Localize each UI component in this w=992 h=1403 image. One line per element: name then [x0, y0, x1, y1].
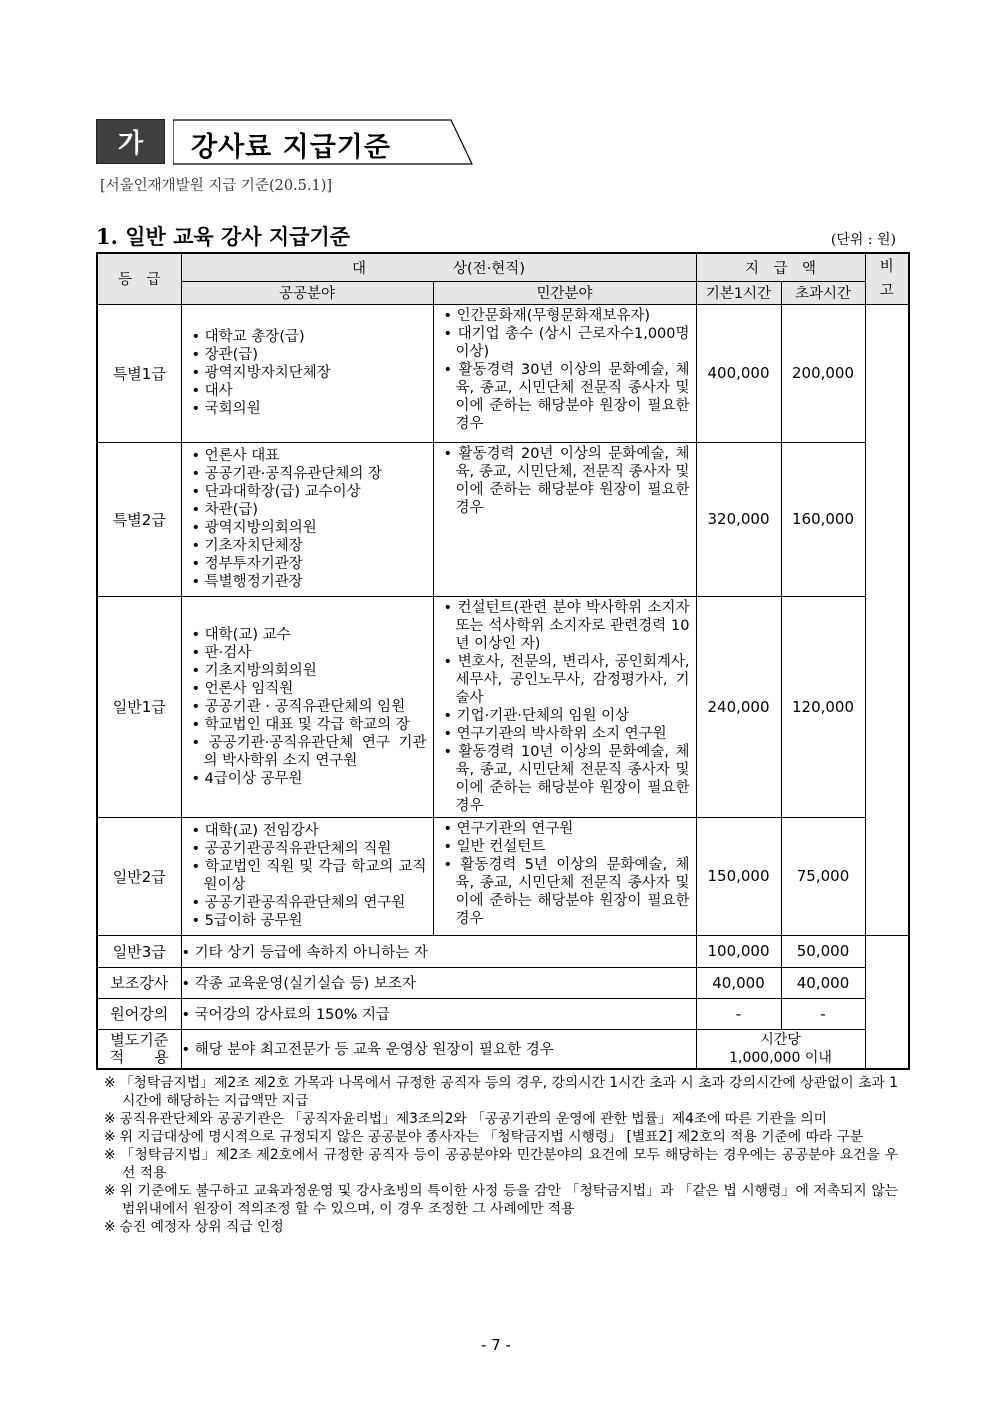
detail-rows — [97, 304, 909, 935]
list-item: • 공공기관·공직유관단체의 장 — [192, 465, 427, 483]
list-item: • 기초자치단체장 — [192, 537, 427, 555]
section-title-box — [173, 119, 473, 165]
table-row — [97, 596, 909, 817]
remark-cell — [865, 935, 909, 1069]
list-item: • 차관(급) — [192, 501, 427, 519]
note-item — [104, 1074, 898, 1110]
list-item: • 공공기관공직유관단체의 연구원 — [192, 894, 427, 912]
section-title: 강사료 지급기준 — [191, 132, 391, 163]
list-item: • 대학(교) 교수 — [192, 626, 427, 644]
fee-table — [96, 252, 910, 1070]
list-item: • 공공기관공직유관단체의 직원 — [192, 840, 427, 858]
public-list — [182, 445, 433, 593]
grade-cell-special — [97, 1029, 181, 1069]
private-cell — [433, 817, 696, 935]
section-badge: 가 — [96, 119, 165, 164]
list-item: • 대사 — [192, 382, 427, 400]
list-item: • 언론사 임직원 — [192, 680, 427, 698]
grade-cell: 일반3급 — [97, 935, 181, 967]
note-text: 공직유관단체와 공공기관은 「공직자윤리법」제3조의2와 「공공기관의 운영에 관한 법률」제4조에 따른 기관을 의미 — [119, 1111, 827, 1127]
list-item: • 변호사, 전문의, 변리사, 공인회계사, 세무사, 공인노무사, 감정평가사, 기술사 — [444, 653, 690, 707]
table-row — [97, 442, 909, 596]
base-amount: 400,000 — [696, 304, 781, 442]
note-mark: ※ — [104, 1183, 116, 1199]
list-item: • 활동경력 5년 이상의 문화예술, 체육, 종교, 시민단체 전문직 종사자 및 이에 준하는 해당분야 원장이 필요한 경우 — [444, 856, 690, 928]
extra-amount: 200,000 — [781, 304, 865, 442]
subsection-title: 1. 일반 교육 강사 지급기준 — [96, 224, 351, 249]
header-public: 공공분야 — [181, 281, 433, 304]
note-item — [104, 1146, 898, 1182]
public-list — [182, 326, 433, 420]
header-extra: 초과시간 — [781, 281, 865, 304]
list-item: • 공공기관·공직유관단체 연구 기관의 박사학위 소지 연구원 — [192, 734, 427, 770]
grade-special-line1: 별도기준 — [110, 1030, 169, 1049]
public-list — [182, 624, 433, 790]
table-row — [97, 817, 909, 935]
base-amount: 320,000 — [696, 442, 781, 596]
header-amount: 지 급 액 — [696, 253, 865, 281]
remark-cell — [865, 304, 909, 935]
list-item: • 광역지방자치단체장 — [192, 364, 427, 382]
list-item: • 대학교 총장(급) — [192, 328, 427, 346]
header-target: 대 상(전·현직) — [181, 253, 696, 281]
note-mark: ※ — [104, 1111, 116, 1127]
private-cell — [433, 304, 696, 442]
list-item: • 활동경력 20년 이상의 문화예술, 체육, 종교, 시민단체, 전문직 종사자 및 이에 준하는 해당분야 원장이 필요한 경우 — [444, 445, 690, 517]
list-item: • 인간문화재(무형문화재보유자) — [444, 307, 690, 325]
table-row — [97, 304, 909, 442]
list-item: • 기초지방의회의원 — [192, 662, 427, 680]
base-amount: 40,000 — [696, 967, 781, 998]
note-mark: ※ — [104, 1219, 116, 1235]
base-amount: - — [696, 998, 781, 1029]
special-amount-line2: 1,000,000 이내 — [729, 1049, 832, 1066]
unit-label: (단위 : 원) — [830, 232, 896, 248]
list-item: • 5급이하 공무원 — [192, 912, 427, 930]
note-item — [104, 1110, 898, 1128]
section-source: [서울인재개발원 지급 기준(20.5.1)] — [100, 178, 333, 194]
note-text: 위 기준에도 불구하고 교육과정운영 및 강사초빙의 특이한 사정 등을 감안 「청탁금지법」과 「같은 법 시행령」에 저촉되지 않는 범위내에서 원장이 적의조정 할 수 있으며, 이 경우 조정한 그 사례에만 적용 — [119, 1183, 899, 1217]
base-amount: 150,000 — [696, 817, 781, 935]
list-item: • 일반 컨설턴트 — [444, 838, 690, 856]
page-number: - 7 - — [481, 1336, 511, 1354]
note-mark: ※ — [104, 1147, 117, 1163]
note-mark: ※ — [104, 1075, 116, 1091]
note-item — [104, 1218, 898, 1236]
note-mark: ※ — [104, 1129, 116, 1145]
list-item: • 광역지방의회의원 — [192, 519, 427, 537]
grade-cell: 일반1급 — [97, 596, 181, 817]
target-cell: • 국어강의 강사료의 150% 지급 — [181, 998, 696, 1029]
list-item: • 국회의원 — [192, 400, 427, 418]
notes-list — [104, 1074, 898, 1236]
private-list — [434, 818, 696, 930]
private-list — [434, 305, 696, 435]
list-item: • 활동경력 30년 이상의 문화예술, 체육, 종교, 시민단체 전문직 종사자 및 이에 준하는 해당분야 원장이 필요한 경우 — [444, 361, 690, 433]
note-item — [104, 1182, 898, 1218]
base-amount: 100,000 — [696, 935, 781, 967]
list-item: • 활동경력 10년 이상의 문화예술, 체육, 종교, 시민단체 전문직 종사자 및 이에 준하는 해당분야 원장이 필요한 경우 — [444, 743, 690, 815]
extra-amount: 75,000 — [781, 817, 865, 935]
note-text: 「청탁금지법」제2조 제2호에서 규정한 공직자 등이 공공분야와 민간분야의 요건에 모두 해당하는 경우에는 공공분야 요건을 우선 적용 — [120, 1147, 898, 1181]
list-item: • 장관(급) — [192, 346, 427, 364]
list-item: • 대기업 총수 (상시 근로자수1,000명 이상) — [444, 325, 690, 361]
header-private: 민간분야 — [433, 281, 696, 304]
special-amount-line1: 시간당 — [760, 1031, 801, 1048]
list-item: • 공공기관 · 공직유관단체의 임원 — [192, 698, 427, 716]
list-item: • 대학(교) 전임강사 — [192, 822, 427, 840]
list-item: • 기업·기관·단체의 임원 이상 — [444, 707, 690, 725]
extra-amount: 40,000 — [781, 967, 865, 998]
grade-special-line2: 적 용 — [109, 1047, 169, 1066]
grade-cell: 원어강의 — [97, 998, 181, 1029]
public-cell — [181, 442, 433, 596]
public-cell — [181, 817, 433, 935]
target-cell: • 각종 교육운영(실기실습 등) 보조자 — [181, 967, 696, 998]
private-cell — [433, 596, 696, 817]
target-cell: • 해당 분야 최고전문가 등 교육 운영상 원장이 필요한 경우 — [181, 1029, 696, 1069]
list-item: • 연구기관의 박사학위 소지 연구원 — [444, 725, 690, 743]
list-item: • 특별행정기관장 — [192, 573, 427, 591]
note-text: 승진 예정자 상위 직급 인정 — [119, 1219, 284, 1235]
private-list — [434, 443, 696, 519]
list-item: • 정부투자기관장 — [192, 555, 427, 573]
extra-amount: 160,000 — [781, 442, 865, 596]
list-item: • 단과대학장(급) 교수이상 — [192, 483, 427, 501]
public-list — [182, 820, 433, 932]
list-item: • 학교법인 대표 및 각급 학교의 장 — [192, 716, 427, 734]
list-item: • 컨설턴트(관련 분야 박사학위 소지자 또는 석사학위 소지자로 관련경력 10년 이상인 자) — [444, 599, 690, 653]
header-remark-text: 비고 — [879, 258, 894, 299]
list-item: • 4급이상 공무원 — [192, 770, 427, 788]
note-text: 「청탁금지법」제2조 제2호 가목과 나목에서 규정한 공직자 등의 경우, 강의시간 1시간 초과 시 초과 강의시간에 상관없이 초과 1시간에 해당하는 지급액만 지급 — [119, 1075, 898, 1109]
target-cell: • 기타 상기 등급에 속하지 아니하는 자 — [181, 935, 696, 967]
public-cell — [181, 304, 433, 442]
header-remark — [865, 253, 909, 304]
header-grade: 등 급 — [97, 253, 181, 304]
extra-amount: - — [781, 998, 865, 1029]
grade-cell: 보조강사 — [97, 967, 181, 998]
header-base: 기본1시간 — [696, 281, 781, 304]
grade-cell: 특별1급 — [97, 304, 181, 442]
extra-amount: 120,000 — [781, 596, 865, 817]
grade-cell: 특별2급 — [97, 442, 181, 596]
public-cell — [181, 596, 433, 817]
note-text: 위 지급대상에 명시적으로 규정되지 않은 공공분야 종사자는 「청탁금지법 시행령」 [별표2] 제2호의 적용 기준에 따라 구분 — [119, 1129, 864, 1145]
grade-cell: 일반2급 — [97, 817, 181, 935]
list-item: • 언론사 대표 — [192, 447, 427, 465]
extra-amount: 50,000 — [781, 935, 865, 967]
list-item: • 학교법인 직원 및 각급 학교의 교직원이상 — [192, 858, 427, 894]
private-cell — [433, 442, 696, 596]
list-item: • 판·검사 — [192, 644, 427, 662]
note-item — [104, 1128, 898, 1146]
private-list — [434, 597, 696, 817]
special-amount — [696, 1029, 865, 1069]
list-item: • 연구기관의 연구원 — [444, 820, 690, 838]
base-amount: 240,000 — [696, 596, 781, 817]
